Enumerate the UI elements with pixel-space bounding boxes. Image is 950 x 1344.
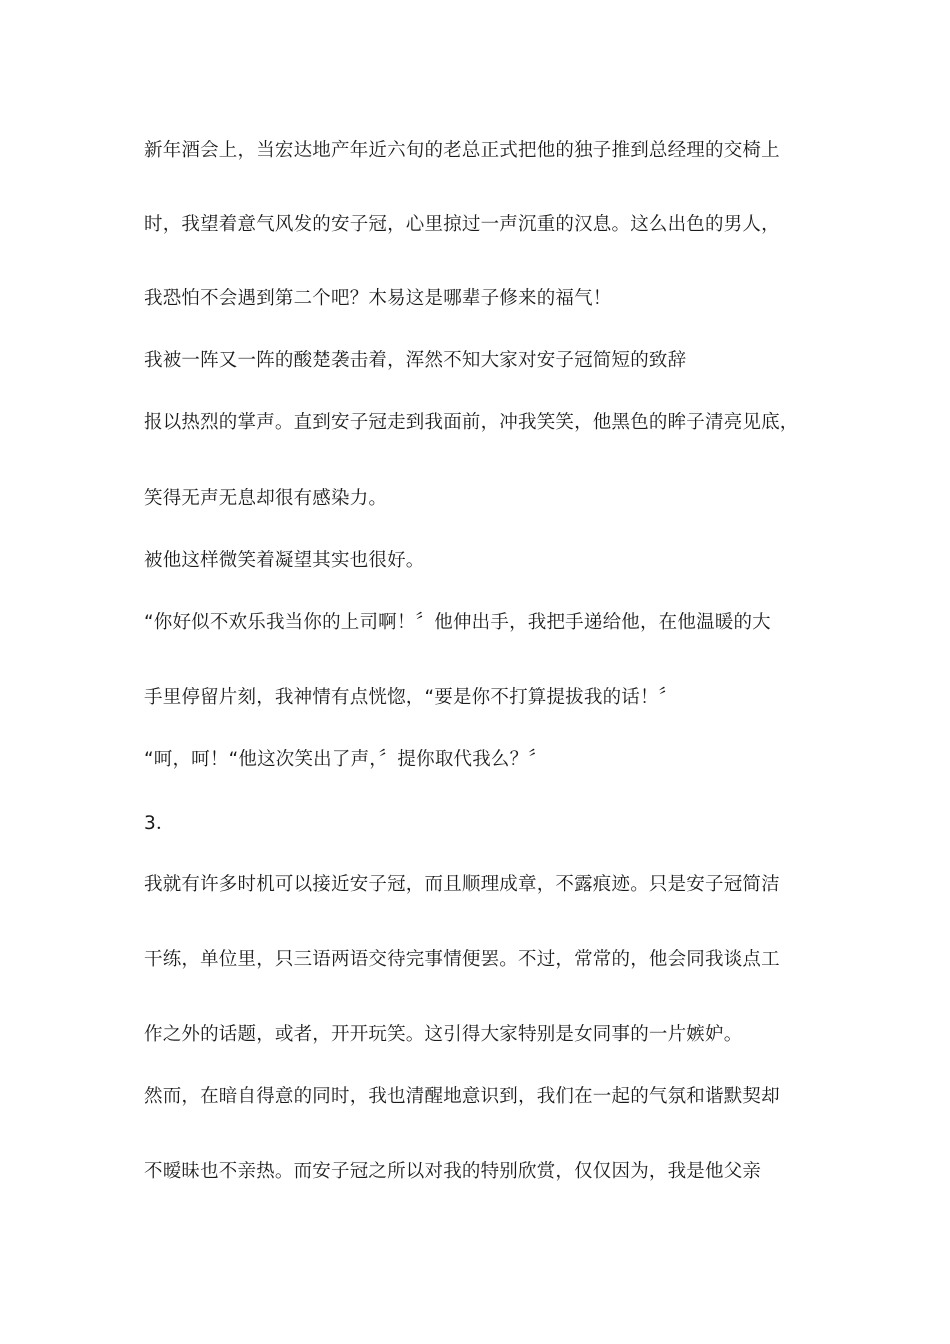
paragraph-line: “呵，呵！“他这次笑出了声，〞提你取代我么？〞 <box>144 749 548 770</box>
paragraph-line: 手里停留片刻，我神情有点恍惚，“要是你不打算提拔我的话！〞 <box>144 687 678 708</box>
paragraph-line: 干练，单位里，只三语两语交待完事情便罢。不过，常常的，他会同我谈点工 <box>144 949 780 970</box>
paragraph-line: 报以热烈的掌声。直到安子冠走到我面前，冲我笑笑，他黑色的眸子清亮见底， <box>144 412 799 433</box>
paragraph-line: 作之外的话题，或者，开开玩笑。这引得大家特别是女同事的一片嫉妒。 <box>144 1024 743 1045</box>
paragraph-line: 我被一阵又一阵的酸楚袭击着，浑然不知大家对安子冠简短的致辞 <box>144 350 687 371</box>
paragraph-line: 然而，在暗自得意的同时，我也清醒地意识到，我们在一起的气氛和谐默契却 <box>144 1086 780 1107</box>
section-number: 3． <box>144 813 175 834</box>
paragraph-line: 我恐怕不会遇到第二个吧？木易这是哪辈子修来的福气！ <box>144 288 612 309</box>
paragraph-line: 被他这样微笑着凝望其实也很好。 <box>144 550 425 571</box>
paragraph-line: 我就有许多时机可以接近安子冠，而且顺理成章，不露痕迹。只是安子冠简洁 <box>144 874 780 895</box>
paragraph-line: 时，我望着意气风发的安子冠，心里掠过一声沉重的汉息。这么出色的男人， <box>144 214 780 235</box>
paragraph-line: 不暧昧也不亲热。而安子冠之所以对我的特别欣赏，仅仅因为，我是他父亲 <box>144 1161 762 1182</box>
paragraph-line: “你好似不欢乐我当你的上司啊！〞他伸出手，我把手递给他，在他温暖的大 <box>144 612 771 633</box>
paragraph-line: 新年酒会上，当宏达地产年近六旬的老总正式把他的独子推到总经理的交椅上 <box>144 140 780 161</box>
paragraph-line: 笑得无声无息却很有感染力。 <box>144 488 388 509</box>
